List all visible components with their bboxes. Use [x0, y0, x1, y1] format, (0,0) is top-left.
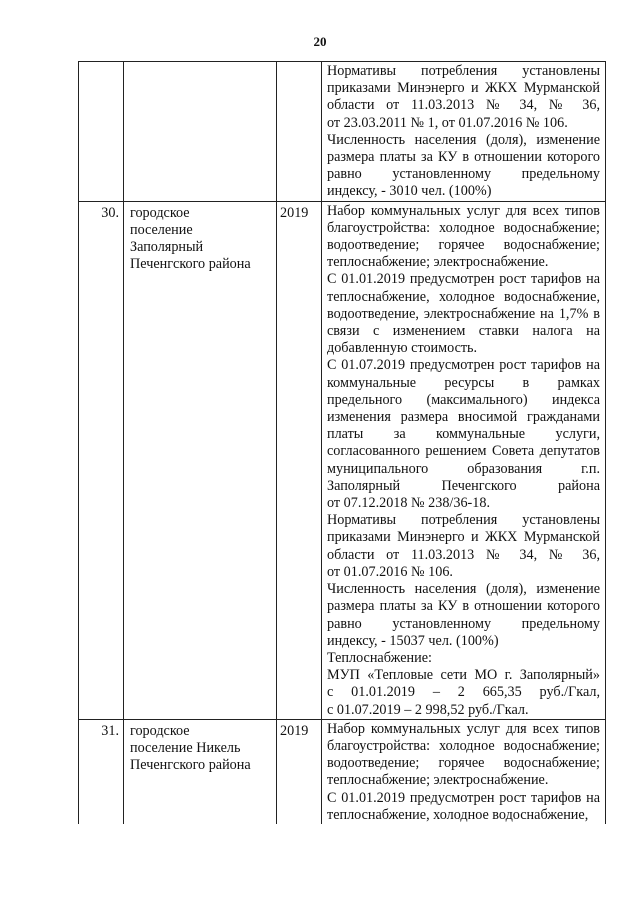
table-row — [79, 719, 606, 824]
municipality-name-line: городское — [130, 204, 190, 221]
description-line: Нормативы потребления установлены — [327, 512, 600, 529]
description-line: от 01.07.2016 № 106. — [327, 563, 453, 580]
description-line: благоустройства: холодное водоснабжение; — [327, 737, 600, 754]
description-line: от 07.12.2018 № 238/36-18. — [327, 495, 490, 512]
description-line: муниципального образования г.п. — [327, 460, 600, 477]
description-paragraph — [327, 790, 600, 824]
description-line: добавленную стоимость. — [327, 340, 478, 357]
description-line: согласованного решением Совета депутатов — [327, 443, 600, 460]
municipality-name-line: городское — [130, 722, 190, 739]
tariff-description — [322, 201, 606, 719]
table-row — [79, 201, 606, 719]
municipality-name-line: поселение — [130, 221, 193, 238]
description-line: размера платы за КУ в отношении которого — [327, 149, 600, 166]
description-line: теплоснабжение, холодное водоснабжение, — [327, 288, 600, 305]
description-line: МУП «Тепловые сети МО г. Заполярный» — [327, 667, 600, 684]
description-line: теплоснабжение; электроснабжение. — [327, 254, 549, 271]
description-line: Нормативы потребления установлены — [327, 63, 600, 79]
description-line: связи с изменением ставки налога на — [327, 323, 600, 340]
description-paragraph — [327, 512, 600, 581]
municipality-name — [124, 719, 277, 824]
year — [277, 62, 322, 202]
description-paragraph — [327, 203, 600, 272]
description-line: водоотведение, электроснабжение на 1,7% в — [327, 305, 600, 322]
description-line: приказами Минэнерго и ЖКХ Мурманской — [327, 529, 600, 546]
tariff-table — [78, 61, 606, 824]
year: 2019 — [277, 201, 322, 719]
description-line: Набор коммунальных услуг для всех типов — [327, 202, 600, 219]
municipality-name-line: поселение Никель — [130, 739, 241, 756]
municipality-name-line: Заполярный — [130, 239, 204, 256]
description-line: индексу, - 3010 чел. (100%) — [327, 183, 492, 200]
page-number: 20 — [313, 34, 327, 49]
description-paragraph — [327, 721, 600, 790]
municipality-name-line: Печенгского района — [130, 757, 251, 774]
tariff-description — [322, 62, 606, 202]
municipality-name-line: Печенгского района — [130, 256, 251, 273]
description-line: от 23.03.2011 № 1, от 01.07.2016 № 106. — [327, 114, 568, 131]
description-paragraph — [327, 357, 600, 512]
description-line: Численность населения (доля), изменение — [327, 131, 600, 148]
description-line: приказами Минэнерго и ЖКХ Мурманской — [327, 80, 600, 97]
description-line: с 01.01.2019 – 2 665,35 руб./Гкал, — [327, 684, 600, 701]
description-line: С 01.07.2019 предусмотрен рост тарифов на — [327, 357, 600, 374]
row-number — [79, 62, 124, 202]
description-line: Заполярный Печенгского района — [327, 477, 600, 494]
table-row — [79, 62, 606, 202]
description-paragraph — [327, 132, 600, 201]
description-line: С 01.01.2019 предусмотрен рост тарифов на — [327, 789, 600, 806]
year: 2019 — [277, 719, 322, 824]
municipality-name — [124, 201, 277, 719]
tariff-description — [322, 719, 606, 824]
description-paragraph — [327, 63, 600, 132]
description-paragraph — [327, 650, 600, 719]
description-line: С 01.01.2019 предусмотрен рост тарифов на — [327, 271, 600, 288]
description-line: размера платы за КУ в отношении которого — [327, 598, 600, 615]
tariff-table-body — [79, 62, 606, 824]
row-number: 31. — [79, 719, 124, 824]
row-number: 30. — [79, 201, 124, 719]
description-line: Набор коммунальных услуг для всех типов — [327, 720, 600, 737]
description-line: благоустройства: холодное водоснабжение; — [327, 219, 600, 236]
description-paragraph — [327, 581, 600, 650]
description-line: теплоснабжение; электроснабжение. — [327, 772, 549, 789]
description-line: равно установленному предельному — [327, 166, 600, 183]
municipality-name — [124, 62, 277, 202]
description-line: водоотведение; горячее водоснабжение; — [327, 237, 600, 254]
description-line: платы за коммунальные услуги, — [327, 426, 600, 443]
description-paragraph — [327, 271, 600, 357]
description-line: области от 11.03.2013 № 34, № 36, — [327, 546, 600, 563]
description-line: Численность населения (доля), изменение — [327, 581, 600, 598]
description-line: теплоснабжение, холодное водоснабжение, — [327, 806, 589, 823]
description-line: области от 11.03.2013 № 34, № 36, — [327, 97, 600, 114]
description-line: предельного (максимального) индекса — [327, 391, 600, 408]
description-line: водоотведение; горячее водоснабжение; — [327, 755, 600, 772]
description-line: с 01.07.2019 – 2 998,52 руб./Гкал. — [327, 701, 529, 718]
description-line: Теплоснабжение: — [327, 649, 432, 666]
description-line: изменения размера вносимой гражданами — [327, 409, 600, 426]
description-line: равно установленному предельному — [327, 615, 600, 632]
description-line: коммунальные ресурсы в рамках — [327, 374, 600, 391]
description-line: индексу, - 15037 чел. (100%) — [327, 632, 499, 649]
